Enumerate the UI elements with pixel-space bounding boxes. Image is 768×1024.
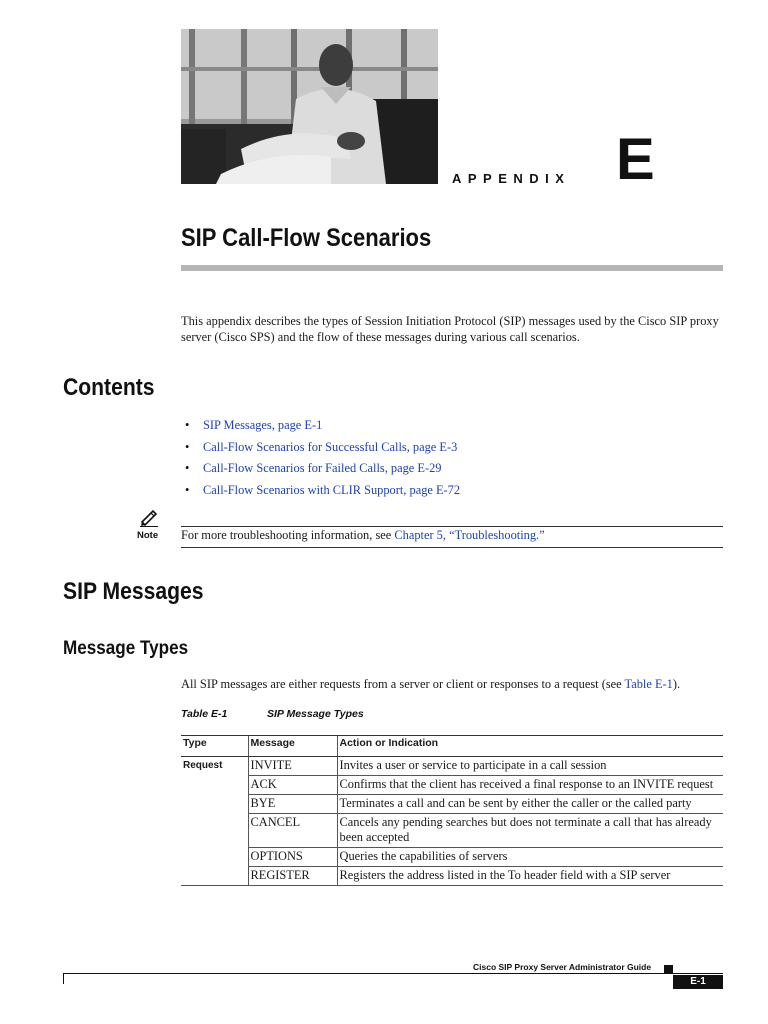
toc-link[interactable]: SIP Messages, page E-1 (203, 418, 323, 432)
page-title: SIP Call-Flow Scenarios (181, 224, 432, 252)
list-item: • Call-Flow Scenarios for Failed Calls, page E-29 (185, 461, 442, 475)
table-row (181, 757, 723, 776)
list-item: • SIP Messages, page E-1 (185, 418, 323, 432)
message-cell: REGISTER (248, 867, 337, 886)
type-cell (181, 776, 248, 795)
type-cell (181, 795, 248, 814)
table-caption-id: Table E-1 (181, 708, 228, 720)
table-link[interactable]: Table E-1 (624, 677, 673, 691)
message-types-paragraph: All SIP messages are either requests from a server or client or responses to a request (see Table E-1). (181, 677, 681, 691)
action-cell: Queries the capabilities of servers (337, 848, 723, 867)
table-row (181, 848, 723, 867)
table-caption-title: SIP Message Types (267, 708, 364, 720)
type-cell (181, 814, 248, 848)
footer-tick (63, 973, 64, 984)
page-number: E-1 (673, 975, 723, 989)
footer-guide-title: Cisco SIP Proxy Server Administrator Guide (473, 962, 652, 972)
action-cell: Cancels any pending searches but does not terminate a call that has already been accepted (337, 814, 723, 848)
list-item: • Call-Flow Scenarios for Successful Calls, page E-3 (185, 439, 458, 454)
note-top-rule (181, 526, 723, 527)
toc-link[interactable]: Call-Flow Scenarios for Failed Calls, page E-29 (203, 461, 442, 475)
appendix-label: APPENDIX (452, 171, 571, 186)
action-cell: Invites a user or service to participate in a call session (337, 757, 723, 776)
column-header: Action or Indication (337, 736, 723, 757)
action-cell: Confirms that the client has received a final response to an INVITE request (337, 776, 723, 795)
intro-paragraph: This appendix describes the types of Session Initiation Protocol (SIP) messages used by the Cisco SIP proxy server (Cisco SPS) and the flow of these messages during various call scenarios. (181, 314, 719, 344)
type-cell: Request (183, 760, 223, 771)
chapter-header-photo (181, 29, 438, 184)
sip-message-table (181, 735, 723, 886)
table-row (181, 795, 723, 814)
message-cell: CANCEL (248, 814, 337, 848)
column-header: Type (181, 736, 248, 757)
message-cell: ACK (248, 776, 337, 795)
contents-heading: Contents (63, 374, 155, 401)
subsection-heading: Message Types (63, 638, 189, 659)
appendix-letter: E (616, 127, 655, 192)
message-cell: BYE (248, 795, 337, 814)
title-rule (181, 265, 723, 271)
table-row (181, 776, 723, 795)
toc-link[interactable]: Call-Flow Scenarios for Successful Calls, page E-3 (203, 439, 458, 454)
table-header-row (181, 736, 723, 757)
section-heading: SIP Messages (63, 578, 204, 605)
action-cell: Terminates a call and can be sent by either the caller or the called party (337, 795, 723, 814)
table-row (181, 814, 723, 848)
chapter-link[interactable]: Chapter 5, “Troubleshooting.” (394, 528, 545, 542)
action-cell: Registers the address listed in the To header field with a SIP server (337, 867, 723, 886)
footer-rule (63, 973, 723, 974)
type-cell (181, 848, 248, 867)
note-bottom-rule (181, 547, 723, 548)
message-cell: OPTIONS (248, 848, 337, 867)
contents-list (185, 416, 460, 502)
table-row (181, 867, 723, 886)
pencil-icon (138, 507, 160, 527)
type-cell (181, 867, 248, 886)
column-header: Message (248, 736, 337, 757)
toc-link[interactable]: Call-Flow Scenarios with CLIR Support, page E-72 (203, 482, 461, 497)
note-text: For more troubleshooting information, see Chapter 5, “Troubleshooting.” (181, 528, 545, 542)
message-cell: INVITE (248, 757, 337, 776)
list-item: • Call-Flow Scenarios with CLIR Support, page E-72 (185, 482, 461, 497)
note-label: Note (137, 530, 159, 541)
